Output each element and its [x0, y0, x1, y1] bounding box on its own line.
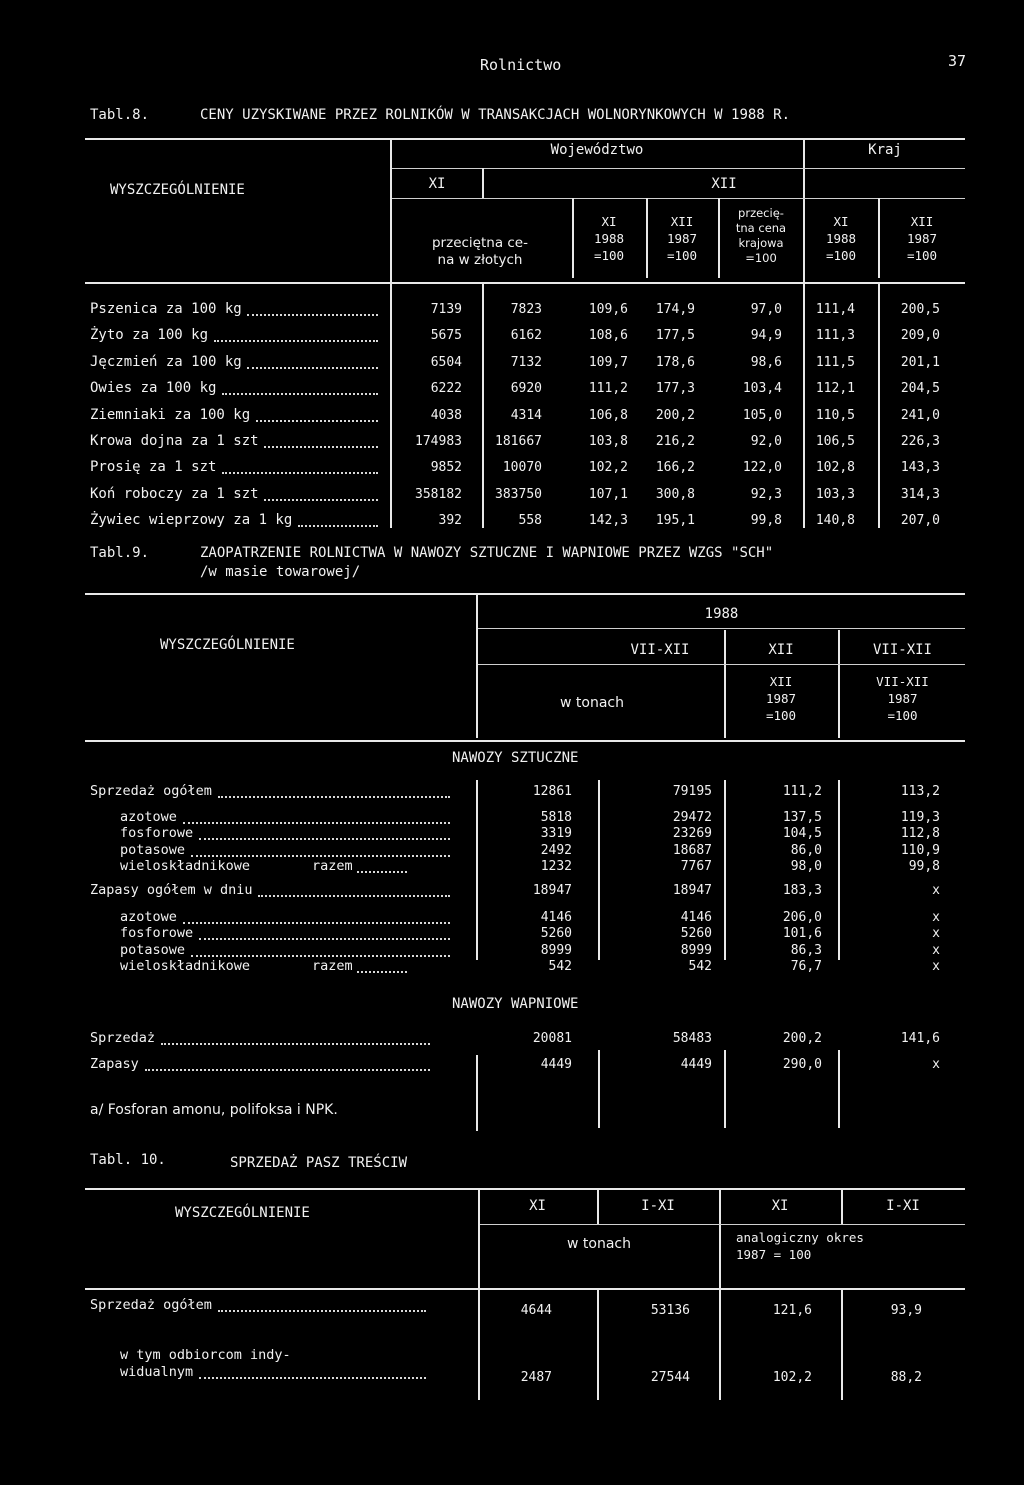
tab8-leader-dots: [256, 420, 378, 422]
tab8-cell: 204,5: [900, 381, 940, 396]
tab9-col2: XII: [768, 642, 794, 658]
tab9-cell: 12861: [532, 784, 572, 799]
tab8-row-label: Owies za 100 kg: [90, 380, 217, 396]
tab8-sub-a-l3: =100: [593, 248, 625, 263]
tab10-row-label-l2: widualnym: [120, 1364, 194, 1380]
tab8-header-bottom-rule: [85, 282, 965, 284]
tab9-cell: 8999: [680, 943, 712, 958]
tab9-sub3-l1: VII-XII: [876, 674, 929, 689]
tab8-cell: 216,2: [655, 434, 695, 449]
tab9-cell: 4146: [680, 910, 712, 925]
tab9-cell: 101,6: [782, 926, 822, 941]
tab8-cell: 392: [438, 513, 462, 528]
tab10-row-label-l1: w tym odbiorcom indy-: [120, 1347, 291, 1363]
tab8-sub-b-l3: =100: [666, 248, 698, 263]
tab8-sub-d: [805, 213, 877, 264]
tab9-row-label: wieloskładnikowe: [120, 858, 251, 874]
page-number: 37: [948, 52, 967, 70]
tab9-body-divider: [598, 780, 600, 960]
tab9-cell: 58483: [672, 1031, 712, 1046]
tab8-row-label: Prosię za 1 szt: [90, 459, 217, 475]
tab8-sub-c: [720, 206, 802, 266]
tab9-leader-dots: [183, 922, 450, 924]
tab8-sub-a-l2: 1988: [593, 231, 625, 246]
tab9-cell: 1232: [540, 859, 572, 874]
tab8-sub-a: [574, 213, 644, 264]
tab8-cell: 195,1: [655, 513, 695, 528]
tab10-analog-l2: 1987 = 100: [736, 1247, 812, 1262]
tab9-cell: 5818: [540, 810, 572, 825]
tab8-cell: 103,3: [815, 487, 855, 502]
tab8-title: CENY UZYSKIWANE PRZEZ ROLNIKÓW W TRANSAKCJACH WOLNORYNKOWYCH W 1988 R.: [200, 107, 791, 123]
tab8-sub-price-l1: przeciętna ce-: [431, 235, 528, 251]
tab8-cell: 112,1: [815, 381, 855, 396]
tab8-sub-price-l2: na w złotych: [437, 252, 523, 268]
tab8-cell: 314,3: [900, 487, 940, 502]
tab9-cell: 79195: [672, 784, 712, 799]
tab9-cell: 206,0: [782, 910, 822, 925]
tab9-row-label: Zapasy ogółem w dniu: [90, 882, 253, 898]
tab9-cell: 86,3: [790, 943, 822, 958]
tab9-cell: 23269: [672, 826, 712, 841]
tab9-body-divider: [724, 1050, 726, 1128]
tab9-title-l2: /w masie towarowej/: [200, 564, 361, 580]
tab8-sub-e: [880, 213, 964, 264]
tab9-cell: 119,3: [900, 810, 940, 825]
tab9-unit: w tonach: [560, 695, 624, 711]
tab9-cell: 4449: [540, 1057, 572, 1072]
tab8-cell: 106,8: [588, 408, 628, 423]
tab9-row-label: azotowe: [120, 809, 177, 825]
tab9-cell: 112,8: [900, 826, 940, 841]
tab10-cell: 121,6: [772, 1303, 812, 1318]
tab9-cell: 7767: [680, 859, 712, 874]
tab8-cell: 109,6: [588, 302, 628, 317]
tab9-sub2-l1: XII: [769, 674, 793, 689]
tab9-row-suffix: razem: [312, 958, 353, 974]
tab8-leader-dots: [222, 472, 378, 474]
tab9-section2: NAWOZY WAPNIOWE: [452, 996, 579, 1012]
tab8-cell: 94,9: [750, 328, 782, 343]
tab9-leader-dots: [161, 1043, 430, 1045]
tab8-cell: 6162: [510, 328, 542, 343]
tab10-unit: w tonach: [567, 1236, 631, 1252]
tab8-top-rule: [85, 138, 965, 140]
tab10-analog-l1: analogiczny okres: [736, 1230, 864, 1245]
tab9-cell: 86,0: [790, 843, 822, 858]
tab8-cell: 10070: [502, 460, 542, 475]
tab8-cell: 558: [518, 513, 542, 528]
tab9-cell: 98,0: [790, 859, 822, 874]
tab8-sub-b-l2: 1987: [666, 231, 698, 246]
tab8-cell: 143,3: [900, 460, 940, 475]
tab9-cell: 18947: [532, 883, 572, 898]
tab10-row-label: Sprzedaż ogółem: [90, 1297, 212, 1313]
tab8-cell: 6920: [510, 381, 542, 396]
tab8-cell: 166,2: [655, 460, 695, 475]
tab8-cell: 99,8: [750, 513, 782, 528]
tab8-leader-dots: [214, 340, 378, 342]
tab8-sub-d-l3: =100: [825, 248, 857, 263]
tab8-cell: 383750: [495, 487, 542, 502]
tab10-col4: I-XI: [886, 1198, 920, 1214]
tab9-col1: VII-XII: [630, 642, 690, 658]
tab10-body-divider: [841, 1290, 843, 1400]
tab9-body-divider: [724, 780, 726, 960]
tab8-cell: 177,5: [655, 328, 695, 343]
tab10-title: SPRZEDAŻ PASZ TREŚCIW: [230, 1155, 408, 1171]
tab9-cell: 4146: [540, 910, 572, 925]
tab8-cell: 4314: [510, 408, 542, 423]
tab10-cell: 2487: [520, 1370, 552, 1385]
tab9-cell: 29472: [672, 810, 712, 825]
tab9-leader-dots: [357, 871, 407, 873]
tab10-col1: XI: [529, 1198, 546, 1214]
tab8-col-xii: XII: [711, 176, 737, 192]
tab8-cell: 92,0: [750, 434, 782, 449]
tab8-group-kraj: Kraj: [868, 142, 902, 158]
tab8-cell: 209,0: [900, 328, 940, 343]
tab8-cell: 142,3: [588, 513, 628, 528]
tab9-title-l1: ZAOPATRZENIE ROLNICTWA W NAWOZY SZTUCZNE I WAPNIOWE PRZEZ WZGS "SCH": [200, 545, 774, 561]
tab8-cell: 226,3: [900, 434, 940, 449]
tab10-leader-dots: [218, 1310, 427, 1312]
tab8-sub-c-l4: =100: [745, 251, 777, 265]
tab9-body-divider: [838, 1050, 840, 1128]
tab9-cell: 18947: [672, 883, 712, 898]
tab9-cell: 76,7: [790, 959, 822, 974]
tab9-cell: 3319: [540, 826, 572, 841]
tab8-cell: 102,8: [815, 460, 855, 475]
tab10-rule-2: [480, 1224, 965, 1225]
tab8-cell: 105,0: [742, 408, 782, 423]
tab8-leader-dots: [298, 525, 378, 527]
tab9-row-label: potasowe: [120, 942, 186, 958]
tab8-cell: 300,8: [655, 487, 695, 502]
tab8-cell: 358182: [415, 487, 462, 502]
tab10-top-rule: [85, 1188, 965, 1190]
tab8-caption: Tabl.8.: [90, 107, 150, 123]
tab8-cell: 122,0: [742, 460, 782, 475]
tab8-sub-c-l3: krajowa: [738, 236, 784, 250]
tab8-leader-dots: [247, 314, 378, 316]
tab9-leader-dots: [199, 838, 450, 840]
tab9-cell: 111,2: [782, 784, 822, 799]
tab9-caption: Tabl.9.: [90, 545, 150, 561]
tab9-row-label: fosforowe: [120, 825, 194, 841]
tab10-cell: 93,9: [890, 1303, 922, 1318]
tab8-cell: 97,0: [750, 302, 782, 317]
tab9-sub2-l2: 1987: [765, 691, 797, 706]
tab8-cell: 207,0: [900, 513, 940, 528]
tab8-row-label: Pszenica za 100 kg: [90, 301, 242, 317]
tab9-footnote: a/ Fosforan amonu, polifoksa i NPK.: [90, 1102, 338, 1118]
tab9-leader-dots: [191, 855, 450, 857]
tab10-stub-header: WYSZCZEGÓLNIENIE: [175, 1205, 310, 1221]
tab8-leader-dots: [247, 367, 378, 369]
tab8-cell: 103,8: [588, 434, 628, 449]
tab8-sub-c-l2: tna cena: [735, 221, 787, 235]
tab9-cell: x: [932, 883, 940, 898]
tab8-stub-header: WYSZCZEGÓLNIENIE: [110, 182, 245, 198]
tab9-body-divider: [476, 780, 478, 960]
tab9-rule-3: [478, 664, 965, 665]
tab10-analog: [736, 1229, 864, 1263]
tab8-cell: 200,2: [655, 408, 695, 423]
tab10-body-divider: [597, 1290, 599, 1400]
tab9-row-label: potasowe: [120, 842, 186, 858]
tab9-cell: 113,2: [900, 784, 940, 799]
tab9-sub3-l3: =100: [887, 708, 918, 723]
tab8-cell: 177,3: [655, 381, 695, 396]
tab8-row-label: Żyto za 100 kg: [90, 327, 209, 343]
tab8-cell: 103,4: [742, 381, 782, 396]
tab9-body-divider: [598, 1050, 600, 1128]
tab8-sub-b: [648, 213, 716, 264]
tab10-cell: 27544: [650, 1370, 690, 1385]
tab9-year: 1988: [704, 606, 739, 622]
tab8-row-label: Żywiec wieprzowy za 1 kg: [90, 512, 293, 528]
tab8-cell: 7823: [510, 302, 542, 317]
tab9-cell: 200,2: [782, 1031, 822, 1046]
tab9-leader-dots: [191, 955, 450, 957]
tab10-col3: XI: [771, 1198, 789, 1214]
tab9-row-label: Sprzedaż: [90, 1030, 156, 1046]
tab9-cell: 137,5: [782, 810, 822, 825]
tab9-cell: x: [932, 910, 940, 925]
tab8-leader-dots: [264, 499, 378, 501]
tab8-row-label: Koń roboczy za 1 szt: [90, 486, 259, 502]
tab8-cell: 140,8: [815, 513, 855, 528]
running-head: Rolnictwo: [480, 56, 562, 74]
tab9-cell: x: [932, 959, 940, 974]
tab9-leader-dots: [258, 895, 450, 897]
tab9-cell: 290,0: [782, 1057, 822, 1072]
tab8-cell: 111,4: [815, 302, 855, 317]
tab8-row-label: Krowa dojna za 1 szt: [90, 433, 259, 449]
tab9-row-label: Sprzedaż ogółem: [90, 783, 212, 799]
tab8-sub-a-l1: XI: [601, 214, 617, 229]
tab8-cell: 181667: [495, 434, 542, 449]
tab9-sub3: [840, 673, 965, 724]
tab9-leader-dots: [145, 1069, 430, 1071]
tab8-cell: 200,5: [900, 302, 940, 317]
tab8-cell: 7139: [430, 302, 462, 317]
tab8-sub-price: [392, 235, 568, 269]
tab8-cell: 106,5: [815, 434, 855, 449]
tab9-row-label: fosforowe: [120, 925, 194, 941]
tab9-sub2-l3: =100: [765, 708, 797, 723]
tab10-body-divider: [719, 1290, 721, 1400]
tab9-body-divider: [476, 1055, 478, 1131]
tab8-cell: 201,1: [900, 355, 940, 370]
tab9-sub2: [726, 673, 836, 724]
tab9-header-bottom-rule: [85, 740, 965, 742]
tab8-cell: 5675: [430, 328, 462, 343]
tab9-leader-dots: [183, 822, 450, 824]
tab8-cell: 241,0: [900, 408, 940, 423]
tab9-cell: 141,6: [900, 1031, 940, 1046]
tab8-cell: 109,7: [588, 355, 628, 370]
tab9-rule-2: [478, 628, 965, 629]
tab10-caption: Tabl. 10.: [90, 1152, 166, 1168]
tab9-row-label: Zapasy: [90, 1056, 139, 1072]
tab8-row-label: Ziemniaki za 100 kg: [90, 407, 251, 423]
tab9-cell: 4449: [680, 1057, 712, 1072]
tab9-leader-dots: [218, 796, 451, 798]
tab9-stub-header: WYSZCZEGÓLNIENIE: [160, 637, 295, 653]
tab10-cell: 88,2: [890, 1370, 922, 1385]
tab8-cell: 111,5: [815, 355, 855, 370]
tab9-cell: 8999: [540, 943, 572, 958]
tab8-cell: 174983: [415, 434, 462, 449]
tab9-cell: 2492: [540, 843, 572, 858]
tab8-cell: 111,3: [815, 328, 855, 343]
tab9-cell: 18687: [672, 843, 712, 858]
tab9-cell: 542: [548, 959, 572, 974]
tab9-cell: 20081: [532, 1031, 572, 1046]
tab8-sub-e-l2: 1987: [906, 231, 938, 246]
tab8-cell: 98,6: [750, 355, 782, 370]
tab9-row-label: azotowe: [120, 909, 177, 925]
tab9-cell: x: [932, 926, 940, 941]
tab8-cell: 102,2: [588, 460, 628, 475]
tab8-cell: 178,6: [655, 355, 695, 370]
tab8-leader-dots: [222, 393, 378, 395]
tab8-leader-dots: [264, 446, 378, 448]
tab9-leader-dots: [357, 971, 407, 973]
tab9-cell: 542: [688, 959, 712, 974]
tab8-sub-d-l1: XI: [833, 214, 849, 229]
tab8-cell: 6504: [430, 355, 462, 370]
tab9-cell: x: [932, 943, 940, 958]
tab9-top-rule: [85, 593, 965, 595]
tab10-cell: 102,2: [772, 1370, 812, 1385]
tab8-cell: 7132: [510, 355, 542, 370]
tab8-sub-b-l1: XII: [670, 214, 694, 229]
tab9-cell: 5260: [540, 926, 572, 941]
tab9-cell: 99,8: [908, 859, 940, 874]
tab8-sub-e-l1: XII: [910, 214, 934, 229]
tab8-cell: 174,9: [655, 302, 695, 317]
tab8-cell: 6222: [430, 381, 462, 396]
tab9-cell: 183,3: [782, 883, 822, 898]
tab10-col2: I-XI: [641, 1198, 675, 1214]
tab9-cell: 110,9: [900, 843, 940, 858]
tab10-leader-dots: [199, 1377, 426, 1379]
tab9-row-suffix: razem: [312, 858, 353, 874]
tab10-cell: 53136: [650, 1303, 690, 1318]
tab8-cell: 9852: [430, 460, 462, 475]
tab8-sub-e-l3: =100: [906, 248, 938, 263]
tab8-cell: 107,1: [588, 487, 628, 502]
tab8-row-label: Jęczmień za 100 kg: [90, 354, 242, 370]
tab9-cell: 104,5: [782, 826, 822, 841]
tab8-cell: 4038: [430, 408, 462, 423]
tab9-body-divider: [838, 780, 840, 960]
tab8-col-xi: XI: [428, 176, 446, 192]
tab8-group-voivodeship: Województwo: [550, 142, 644, 158]
tab9-section1: NAWOZY SZTUCZNE: [452, 750, 579, 766]
tab8-cell: 108,6: [588, 328, 628, 343]
tab8-sub-c-l1: przecię-: [738, 206, 784, 220]
tab9-col3: VII-XII: [872, 642, 932, 658]
tab9-row-label: wieloskładnikowe: [120, 958, 251, 974]
tab10-header-bottom-rule: [85, 1288, 965, 1290]
tab10-cell: 4644: [520, 1303, 552, 1318]
tab9-cell: x: [932, 1057, 940, 1072]
tab10-body-divider: [478, 1290, 480, 1400]
tab8-sub-d-l2: 1988: [825, 231, 857, 246]
tab8-cell: 92,3: [750, 487, 782, 502]
tab8-cell: 110,5: [815, 408, 855, 423]
tab9-cell: 5260: [680, 926, 712, 941]
tab8-rule-2: [392, 168, 965, 169]
tab9-sub3-l2: 1987: [887, 691, 918, 706]
tab8-cell: 111,2: [588, 381, 628, 396]
tab9-leader-dots: [199, 938, 450, 940]
